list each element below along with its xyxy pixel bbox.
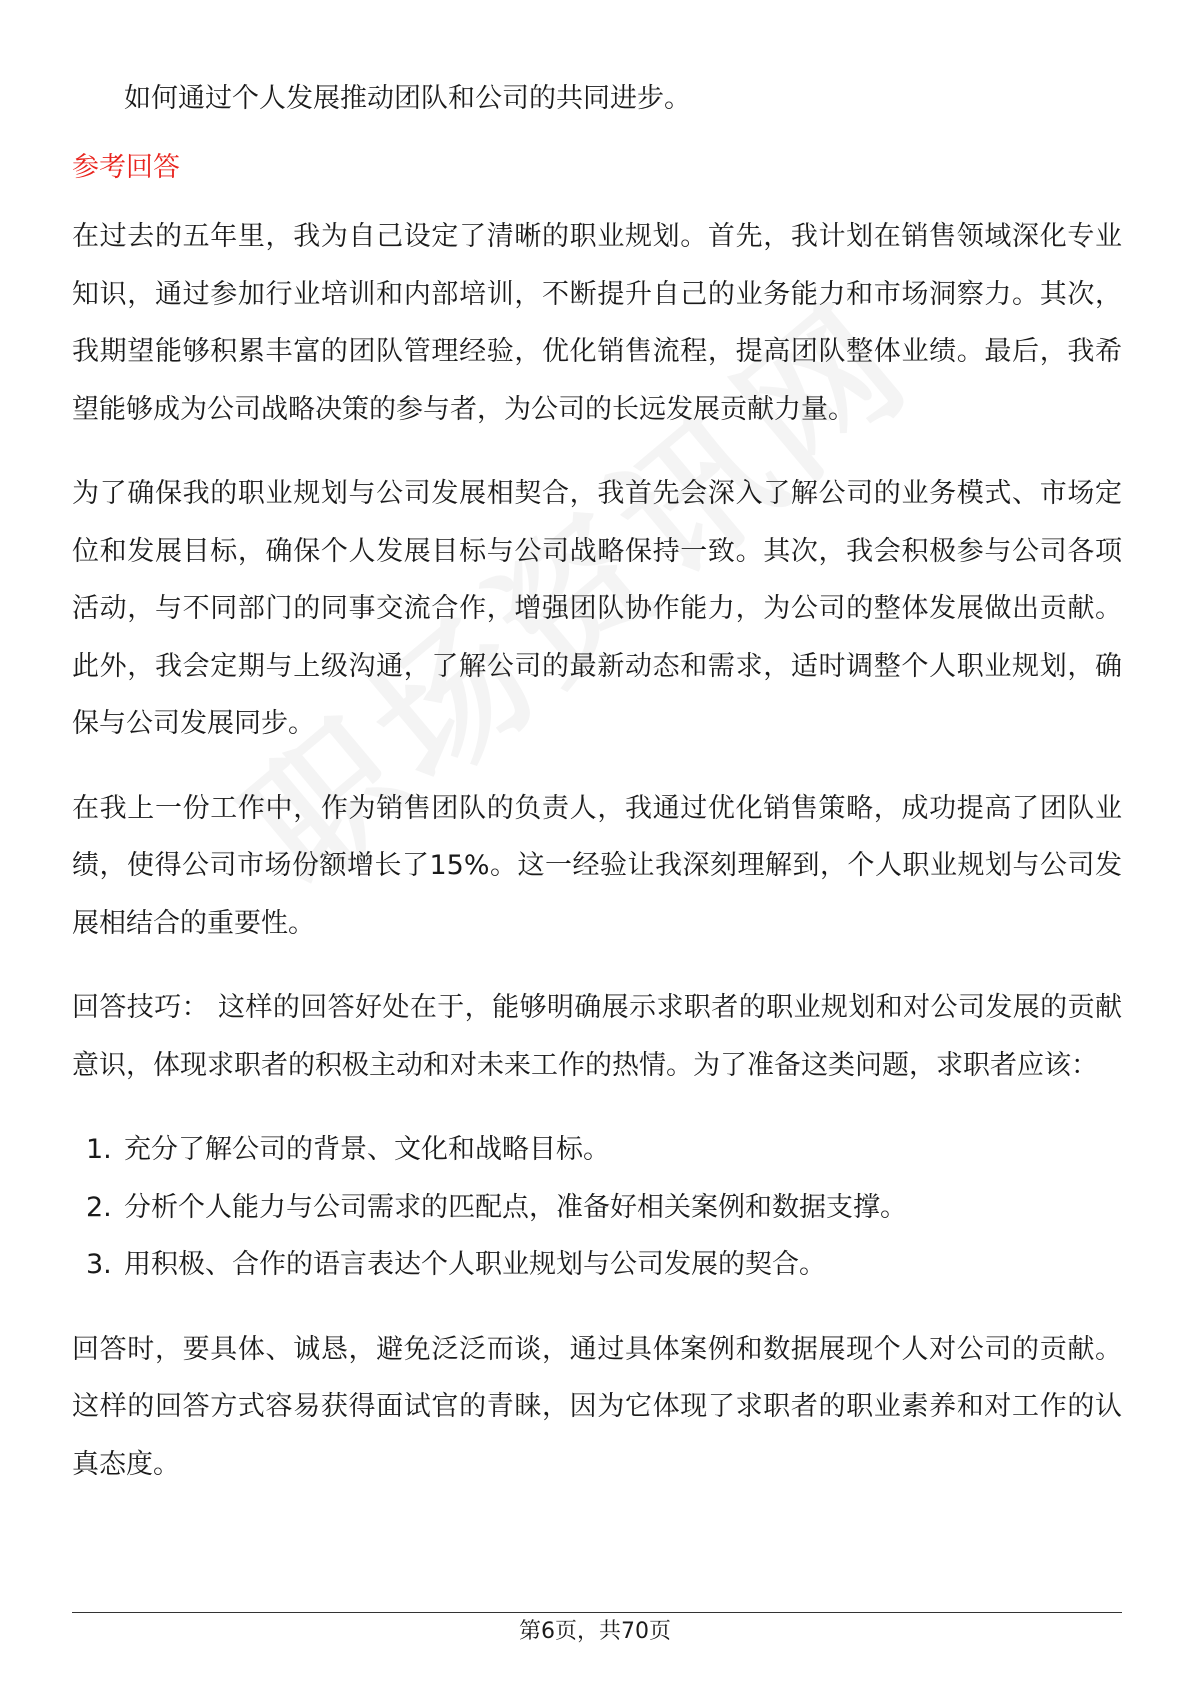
list-item-text: 分析个人能力与公司需求的匹配点，准备好相关案例和数据支撑。 bbox=[124, 1191, 907, 1223]
answer-paragraph-2: 为了确保我的职业规划与公司发展相契合，我首先会深入了解公司的业务模式、市场定位和发展目标，确保个人发展目标与公司战略保持一致。其次，我会积极参与公司各项活动，与不同部门的同事交流合作，增强团队协作能力，为公司的整体发展做出贡献。此外，我会定期与上级沟通，了解公司的最新动态和需求，适时调整个人职业规划，确保与公司发展同步。 bbox=[72, 478, 1122, 739]
page-content bbox=[72, 70, 1122, 1520]
list-item bbox=[72, 1236, 1122, 1294]
closing-paragraph: 回答时，要具体、诚恳，避免泛泛而谈，通过具体案例和数据展现个人对公司的贡献。这样的回答方式容易获得面试官的青睐，因为它体现了求职者的职业素养和对工作的认真态度。 bbox=[72, 1333, 1122, 1480]
list-item-number: 3. bbox=[86, 1249, 112, 1280]
list-item-number: 1. bbox=[86, 1134, 112, 1165]
list-item bbox=[72, 1179, 1122, 1237]
footer-divider bbox=[72, 1612, 1122, 1613]
list-item-text: 用积极、合作的语言表达个人职业规划与公司发展的契合。 bbox=[124, 1249, 826, 1280]
tips-list bbox=[72, 1121, 1122, 1294]
question-text: 如何通过个人发展推动团队和公司的共同进步。 bbox=[124, 83, 691, 114]
list-item-text: 充分了解公司的背景、文化和战略目标。 bbox=[124, 1134, 610, 1165]
page-number: 第6页，共70页 bbox=[519, 1619, 671, 1644]
list-item-number: 2. bbox=[86, 1191, 112, 1223]
tips-paragraph: 回答技巧： 这样的回答好处在于，能够明确展示求职者的职业规划和对公司发展的贡献意识，体现求职者的积极主动和对未来工作的热情。为了准备这类问题，求职者应该： bbox=[72, 992, 1122, 1081]
answer-paragraph-1: 在过去的五年里，我为自己设定了清晰的职业规划。首先，我计划在销售领域深化专业知识，通过参加行业培训和内部培训，不断提升自己的业务能力和市场洞察力。其次，我期望能够积累丰富的团队管理经验，优化销售流程，提高团队整体业绩。最后，我希望能够成为公司战略决策的参与者，为公司的长远发展贡献力量。 bbox=[72, 221, 1122, 425]
list-item bbox=[72, 1121, 1122, 1179]
section-title: 参考回答 bbox=[72, 152, 180, 183]
answer-paragraph-3: 在我上一份工作中，作为销售团队的负责人，我通过优化销售策略，成功提高了团队业绩，使得公司市场份额增长了15%。这一经验让我深刻理解到，个人职业规划与公司发展相结合的重要性。 bbox=[72, 792, 1122, 939]
